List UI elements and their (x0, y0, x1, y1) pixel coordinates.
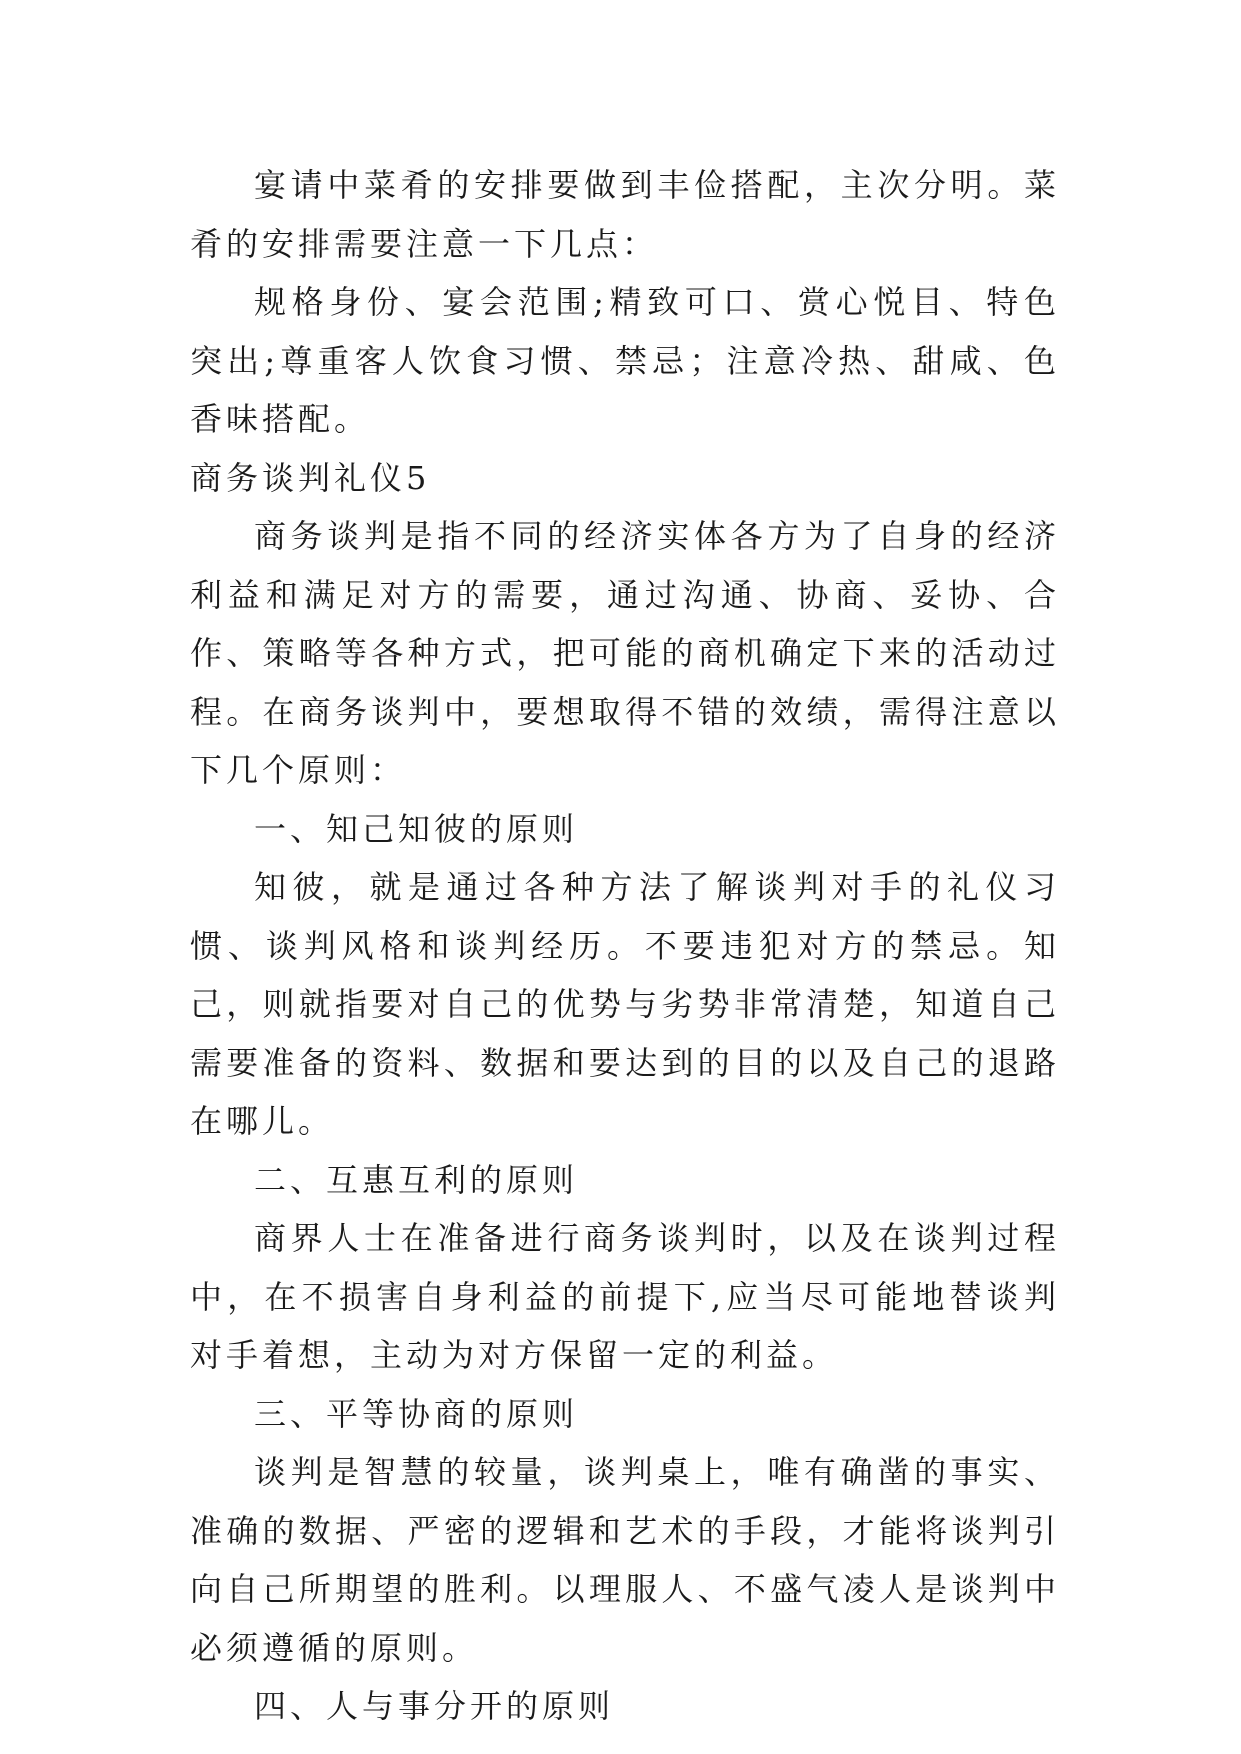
paragraph-principle-3: 谈判是智慧的较量，谈判桌上，唯有确凿的事实、准确的数据、严密的逻辑和艺术的手段，才能将谈判引向自己所期望的胜利。以理服人、不盛气凌人是谈判中必须遵循的原则。 (190, 1453, 1060, 1667)
paragraph-dishes-arrangement: 宴请中菜肴的安排要做到丰俭搭配，主次分明。菜肴的安排需要注意一下几点： (190, 166, 1060, 263)
paragraph-principle-1: 知彼，就是通过各种方法了解谈判对手的礼仪习惯、谈判风格和谈判经历。不要违犯对方的禁忌。知己，则就指要对自己的优势与劣势非常清楚，知道自己需要准备的资料、数据和要达到的目的以及自己的退路在哪儿。 (190, 868, 1060, 1140)
principle-heading-2: 二、互惠互利的原则 (254, 1160, 579, 1199)
principle-heading-1: 一、知己知彼的原则 (254, 809, 579, 848)
paragraph-negotiation-definition: 商务谈判是指不同的经济实体各方为了自身的经济利益和满足对方的需要，通过沟通、协商、妥协、合作、策略等各种方式，把可能的商机确定下来的活动过程。在商务谈判中，要想取得不错的效绩，需得注意以下几个原则： (190, 517, 1060, 789)
principle-heading-3: 三、平等协商的原则 (254, 1394, 579, 1433)
document-body (190, 156, 1060, 1736)
principle-heading-4: 四、人与事分开的原则 (254, 1687, 615, 1725)
paragraph-dishes-points: 规格身份、宴会范围;精致可口、赏心悦目、特色突出;尊重客人饮食习惯、禁忌；注意冷热、甜咸、色香味搭配。 (190, 283, 1060, 438)
section-title: 商务谈判礼仪5 (190, 458, 431, 497)
paragraph-principle-2: 商界人士在准备进行商务谈判时，以及在谈判过程中，在不损害自身利益的前提下,应当尽可能地替谈判对手着想，主动为对方保留一定的利益。 (190, 1219, 1060, 1374)
